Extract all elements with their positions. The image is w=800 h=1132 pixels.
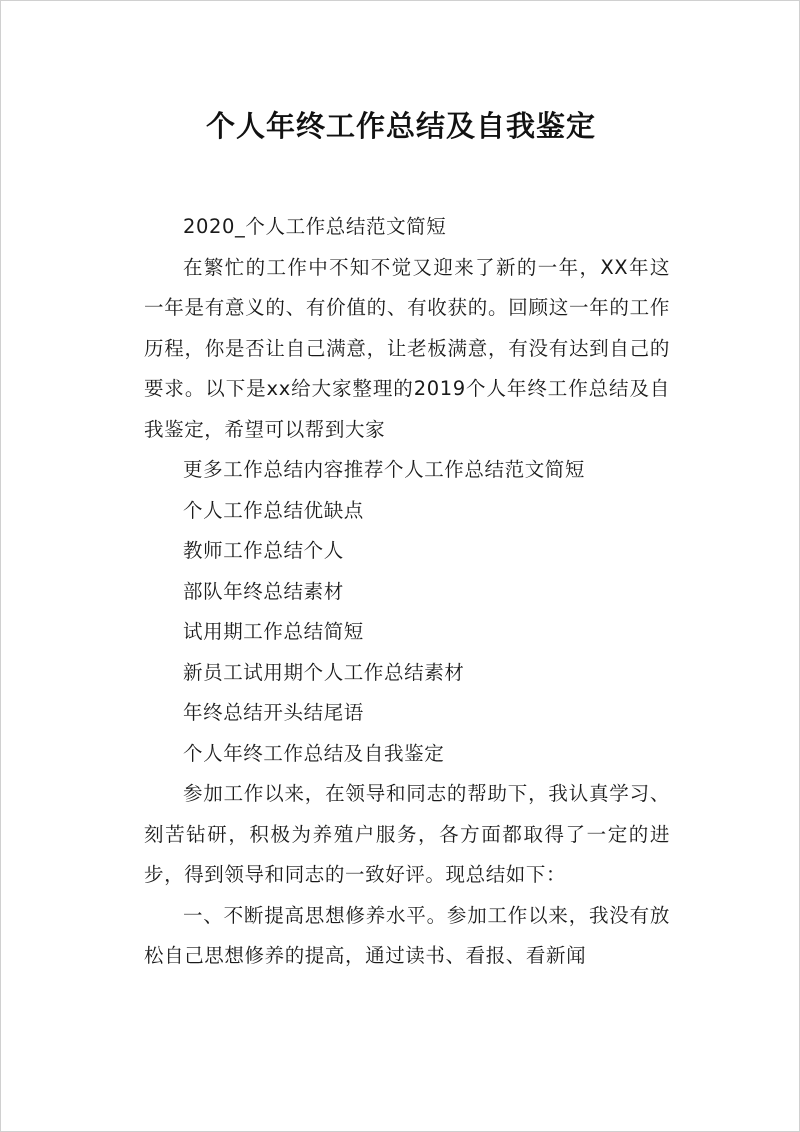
list-item-link: 个人工作总结优缺点: [183, 498, 364, 522]
paragraph-summary-intro: 参加工作以来，在领导和同志的帮助下，我认真学习、刻苦钻研，积极为养殖户服务，各方面都取得了一定的进步，得到领导和同志的一致好评。现总结如下：: [144, 782, 670, 886]
paragraph-subtitle: 2020_个人工作总结范文简短: [183, 215, 447, 238]
paragraph-recommendation: 更多工作总结内容推荐个人工作总结范文简短: [183, 458, 586, 481]
document-title: 个人年终工作总结及自我鉴定: [205, 109, 596, 143]
list-item-link: 教师工作总结个人: [183, 539, 344, 562]
paragraph-intro: 在繁忙的工作中不知不觉又迎来了新的一年，XX年这一年是有意义的、有价值的、有收获的。回顾这一年的工作历程，你是否让自己满意，让老板满意，有没有达到自己的要求。以下是xx给大家整理的2019个人年终工作总结及自我鉴定，希望可以帮到大家: [144, 255, 670, 441]
document-body: [144, 207, 670, 977]
list-item-link: 试用期工作总结简短: [183, 620, 364, 643]
list-item-link: 新员工试用期个人工作总结素材: [183, 660, 465, 684]
paragraph-point-one: 一、不断提高思想修养水平。参加工作以来，我没有放松自己思想修养的提高，通过读书、看报、看新闻: [144, 903, 670, 967]
list-item-link: 部队年终总结素材: [183, 579, 344, 603]
section-heading: 个人年终工作总结及自我鉴定: [183, 741, 445, 765]
list-item-link: 年终总结开头结尾语: [183, 701, 364, 724]
